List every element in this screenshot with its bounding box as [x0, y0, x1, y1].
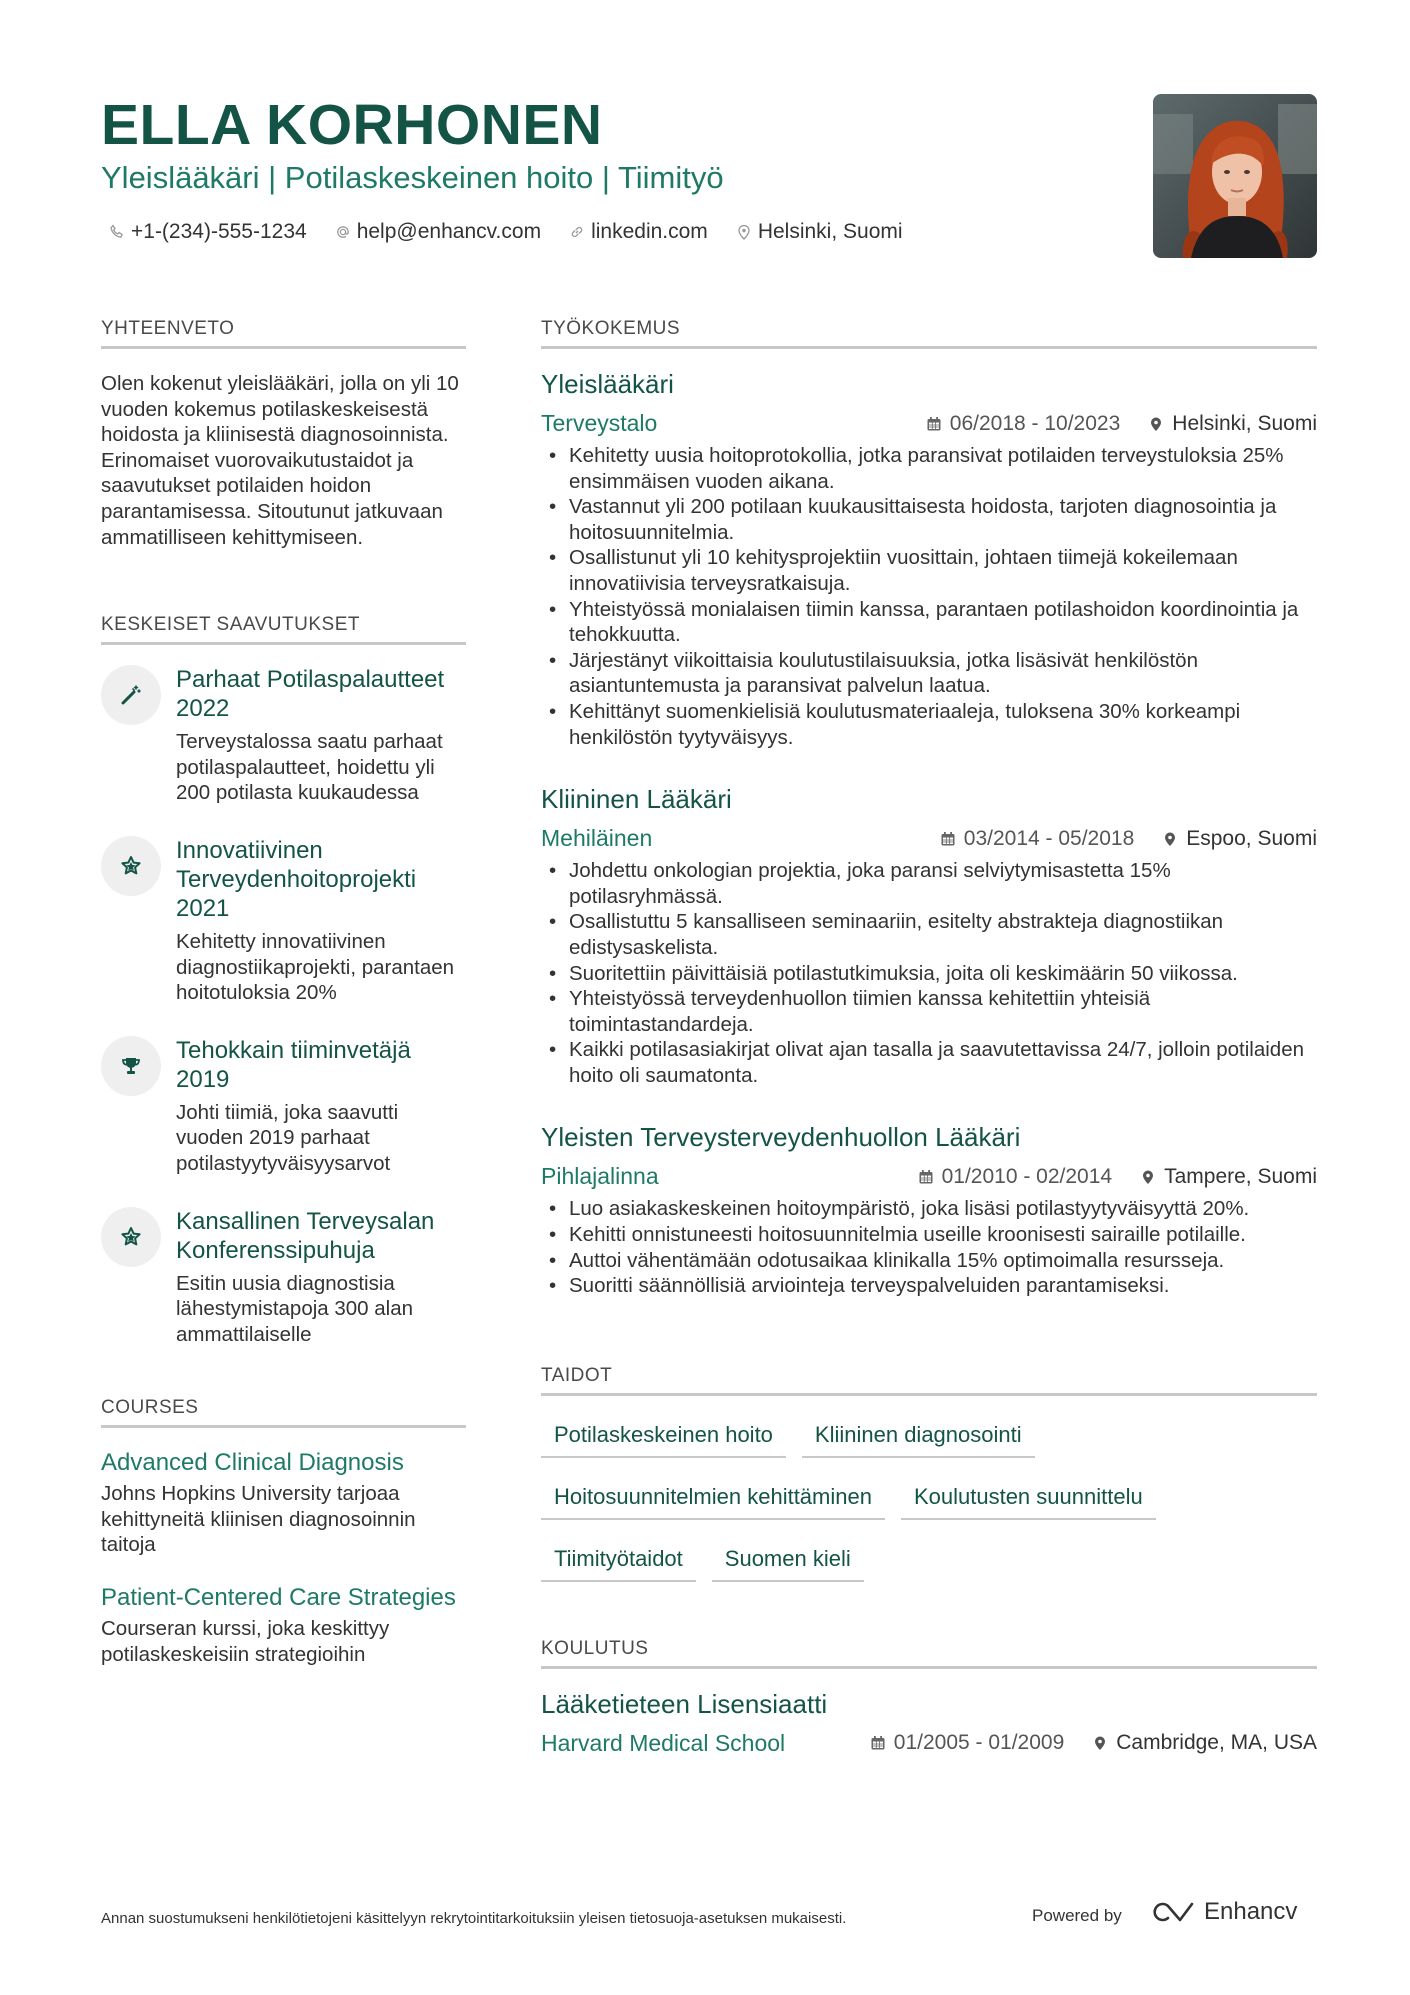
job-bullet: • Kaikki potilasasiakirjat olivat ajan tasalla ja saavutettavissa 24/7, jolloin potilaiden hoito oli saumatonta.: [541, 1037, 1317, 1088]
achievement-item: [101, 665, 466, 806]
candidate-headline: Yleislääkäri | Potilaskeskeinen hoito | Tiimityö: [101, 160, 724, 195]
skill-tag: Tiimityötaidot: [541, 1542, 696, 1582]
calendar-icon: [926, 416, 942, 432]
education-school: Harvard Medical School: [541, 1729, 786, 1756]
job-entry: [541, 369, 1317, 750]
job-company: Mehiläinen: [541, 825, 653, 852]
skills-list: [541, 1418, 1317, 1582]
job-bullet: • Auttoi vähentämään odotusaikaa klinikalla 15% optimoimalla resursseja.: [541, 1248, 1317, 1274]
job-bullets: [541, 858, 1317, 1088]
course-title: Advanced Clinical Diagnosis: [101, 1449, 404, 1477]
education-entry: [541, 1689, 1317, 1757]
job-dates-wrap: [918, 1165, 1112, 1189]
job-location: Helsinki, Suomi: [1172, 411, 1317, 435]
course-title: Patient-Centered Care Strategies: [101, 1584, 456, 1612]
at-icon: [335, 224, 351, 240]
job-bullet: • Yhteistyössä terveydenhuollon tiimien kanssa kehitettiin yhteisiä toimintastandardeja.: [541, 986, 1317, 1037]
job-location-wrap: [1140, 1165, 1317, 1189]
achievement-desc: Kehitetty innovatiivinen diagnostiikaprojekti, parantaen hoitotuloksia 20%: [176, 929, 455, 1005]
education-dates-wrap: [870, 1731, 1064, 1755]
star-icon: [119, 854, 143, 878]
job-bullet: • Kehittänyt suomenkielisiä koulutusmateriaaleja, tuloksena 30% korkeampi henkilöstön tyytyväisyys.: [541, 699, 1317, 750]
course-item: [101, 1448, 466, 1558]
achievement-item: [101, 836, 466, 1006]
job-bullet: • Yhteistyössä monialaisen tiimin kanssa, parantaen potilashoidon koordinointia ja tehokkuutta.: [541, 597, 1317, 648]
achievement-desc: Esitin uusia diagnostisia lähestymistapoja 300 alan ammattilaiselle: [176, 1271, 414, 1346]
location-icon: [1140, 1169, 1156, 1185]
job-bullet: • Järjestänyt viikoittaisia koulutustilaisuuksia, jotka lisäsivät henkilöstön asiantuntemusta ja paransivat palvelun laatua.: [541, 648, 1317, 699]
job-bullet: • Suoritettiin päivittäisiä potilastutkimuksia, joita oli keskimäärin 50 viikossa.: [541, 961, 1317, 987]
location-icon: [1162, 831, 1178, 847]
education-heading: KOULUTUS: [541, 1638, 1317, 1669]
job-dates-wrap: [940, 827, 1134, 851]
course-desc: Johns Hopkins University tarjoaa kehittyneitä kliinisen diagnosoinnin taitoja: [101, 1482, 416, 1557]
experience-heading: TYÖKOKEMUS: [541, 318, 1317, 349]
link-icon: [569, 224, 585, 240]
location-icon: [736, 224, 752, 240]
skill-tag: Potilaskeskeinen hoito: [541, 1418, 786, 1458]
job-bullet: • Osallistunut yli 10 kehitysprojektiin vuosittain, johtaen tiimejä kokeilemaan innovatiivisia terveysratkaisuja.: [541, 545, 1317, 596]
contact-phone-text: +1-(234)-555-1234: [131, 220, 307, 243]
achievements-heading: KESKEISET SAAVUTUKSET: [101, 614, 466, 645]
job-bullet: • Kehitti onnistuneesti hoitosuunnitelmia useille kroonisesti sairaille potilaille.: [541, 1222, 1317, 1248]
enhancv-logo-icon: [1150, 1900, 1196, 1924]
courses-heading: COURSES: [101, 1397, 466, 1428]
achievement-title: Parhaat Potilaspalautteet 2022: [176, 666, 445, 723]
achievement-desc: Terveystalossa saatu parhaat potilaspalautteet, hoidettu yli 200 potilasta kuukaudessa: [176, 730, 443, 805]
job-company: Terveystalo: [541, 410, 658, 436]
trophy-icon: [119, 1054, 143, 1078]
summary-heading: YHTEENVETO: [101, 318, 466, 349]
contact-email[interactable]: [335, 220, 541, 244]
education-degree: Lääketieteen Lisensiaatti: [541, 1688, 828, 1719]
enhancv-logo[interactable]: [1150, 1898, 1297, 1926]
achievement-title: Innovatiivinen Terveydenhoitoprojekti 2021: [176, 836, 417, 922]
education-dates: 01/2005 - 01/2009: [893, 1731, 1065, 1755]
achievement-item: [101, 1036, 466, 1177]
course-item: [101, 1583, 466, 1667]
calendar-icon: [940, 831, 956, 847]
job-bullet: • Suoritti säännöllisiä arviointeja terveyspalveluiden parantamiseksi.: [541, 1273, 1317, 1299]
contact-bar: [109, 220, 903, 244]
job-company: Pihlajalinna: [541, 1163, 659, 1190]
left-column: [101, 318, 466, 1667]
contact-email-text: help@enhancv.com: [356, 220, 542, 243]
calendar-icon: [918, 1169, 934, 1185]
candidate-name: ELLA KORHONEN: [101, 93, 603, 157]
contact-location-text: Helsinki, Suomi: [757, 220, 903, 243]
job-bullets: [541, 1196, 1317, 1298]
job-bullet: • Kehitetty uusia hoitoprotokollia, jotka paransivat potilaiden terveystuloksia 25% ensimmäisen vuoden aikana.: [541, 443, 1317, 494]
powered-by-label: Powered by: [1032, 1906, 1122, 1925]
profile-photo: [1153, 94, 1317, 258]
job-location-wrap: [1148, 412, 1317, 436]
job-bullet: • Vastannut yli 200 potilaan kuukausittaisesta hoidosta, tarjoten diagnosointia ja hoitosuunnitelmia.: [541, 494, 1317, 545]
education-location: Cambridge, MA, USA: [1116, 1731, 1317, 1755]
job-entry: [541, 784, 1317, 1088]
magic-wand-icon: [119, 683, 143, 707]
job-bullet: • Osallistuttu 5 kansalliseen seminaariin, esitelty abstrakteja diagnostiikan edistysaskelista.: [541, 909, 1317, 960]
job-title: Yleislääkäri: [541, 369, 674, 399]
job-entry: [541, 1122, 1317, 1298]
calendar-icon: [870, 1735, 886, 1751]
achievement-icon-badge: [101, 836, 161, 896]
job-bullet: • Johdettu onkologian projektia, joka paransi selviytymisastetta 15% potilasryhmässä.: [541, 858, 1317, 909]
phone-icon: [109, 224, 125, 240]
job-bullets: [541, 443, 1317, 750]
education-location-wrap: [1092, 1731, 1317, 1755]
skill-tag: Koulutusten suunnittelu: [901, 1480, 1156, 1520]
right-column: [541, 318, 1317, 1757]
skill-tag: Kliininen diagnosointi: [802, 1418, 1035, 1458]
job-location: Espoo, Suomi: [1186, 826, 1317, 850]
location-icon: [1148, 416, 1164, 432]
achievement-icon-badge: [101, 1036, 161, 1096]
contact-location: [736, 220, 903, 244]
achievement-item: [101, 1207, 466, 1348]
location-icon: [1092, 1735, 1108, 1751]
enhancv-logo-text: Enhancv: [1204, 1898, 1298, 1925]
course-desc: Courseran kurssi, joka keskittyy potilaskeskeisiin strategioihin: [101, 1617, 390, 1666]
contact-linkedin[interactable]: [569, 220, 708, 244]
contact-linkedin-text: linkedin.com: [591, 220, 708, 243]
job-dates: 03/2014 - 05/2018: [963, 826, 1135, 850]
job-bullet: • Luo asiakaskeskeinen hoitoympäristö, joka lisäsi potilastyytyväisyyttä 20%.: [541, 1196, 1317, 1222]
skill-tag: Hoitosuunnitelmien kehittäminen: [541, 1480, 885, 1520]
summary-text: Olen kokenut yleislääkäri, jolla on yli 10 vuoden kokemus potilaskeskeisestä hoidosta ja kliinisestä diagnosoinnista. Erinomaiset vuorovaikutustaidot ja saavutukset potilaiden hoidon parantamisessa. Sitoutunut jatkuvaan ammatilliseen kehittymiseen.: [101, 372, 459, 549]
gdpr-consent: Annan suostumukseni henkilötietojeni käsittelyyn rekrytointitarkoituksiin yleisen tietosuoja-asetuksen mukaisesti.: [101, 1910, 847, 1927]
star-icon: [119, 1225, 143, 1249]
achievement-title: Tehokkain tiiminvetäjä 2019: [176, 1036, 411, 1093]
job-location: Tampere, Suomi: [1164, 1164, 1317, 1188]
achievement-icon-badge: [101, 1207, 161, 1267]
job-dates: 06/2018 - 10/2023: [949, 411, 1121, 435]
achievement-icon-badge: [101, 665, 161, 725]
achievement-desc: Johti tiimiä, joka saavutti vuoden 2019 parhaat potilastyytyväisyysarvot: [176, 1100, 399, 1175]
job-dates: 01/2010 - 02/2014: [941, 1164, 1113, 1188]
contact-phone[interactable]: [109, 220, 307, 244]
skill-tag: Suomen kieli: [712, 1542, 864, 1582]
job-title: Kliininen Lääkäri: [541, 784, 732, 815]
job-dates-wrap: [926, 412, 1120, 436]
job-title: Yleisten Terveysterveydenhuollon Lääkäri: [541, 1122, 1021, 1153]
achievement-title: Kansallinen Terveysalan Konferenssipuhuja: [176, 1207, 435, 1264]
job-location-wrap: [1162, 827, 1317, 851]
skills-heading: TAIDOT: [541, 1365, 1317, 1396]
